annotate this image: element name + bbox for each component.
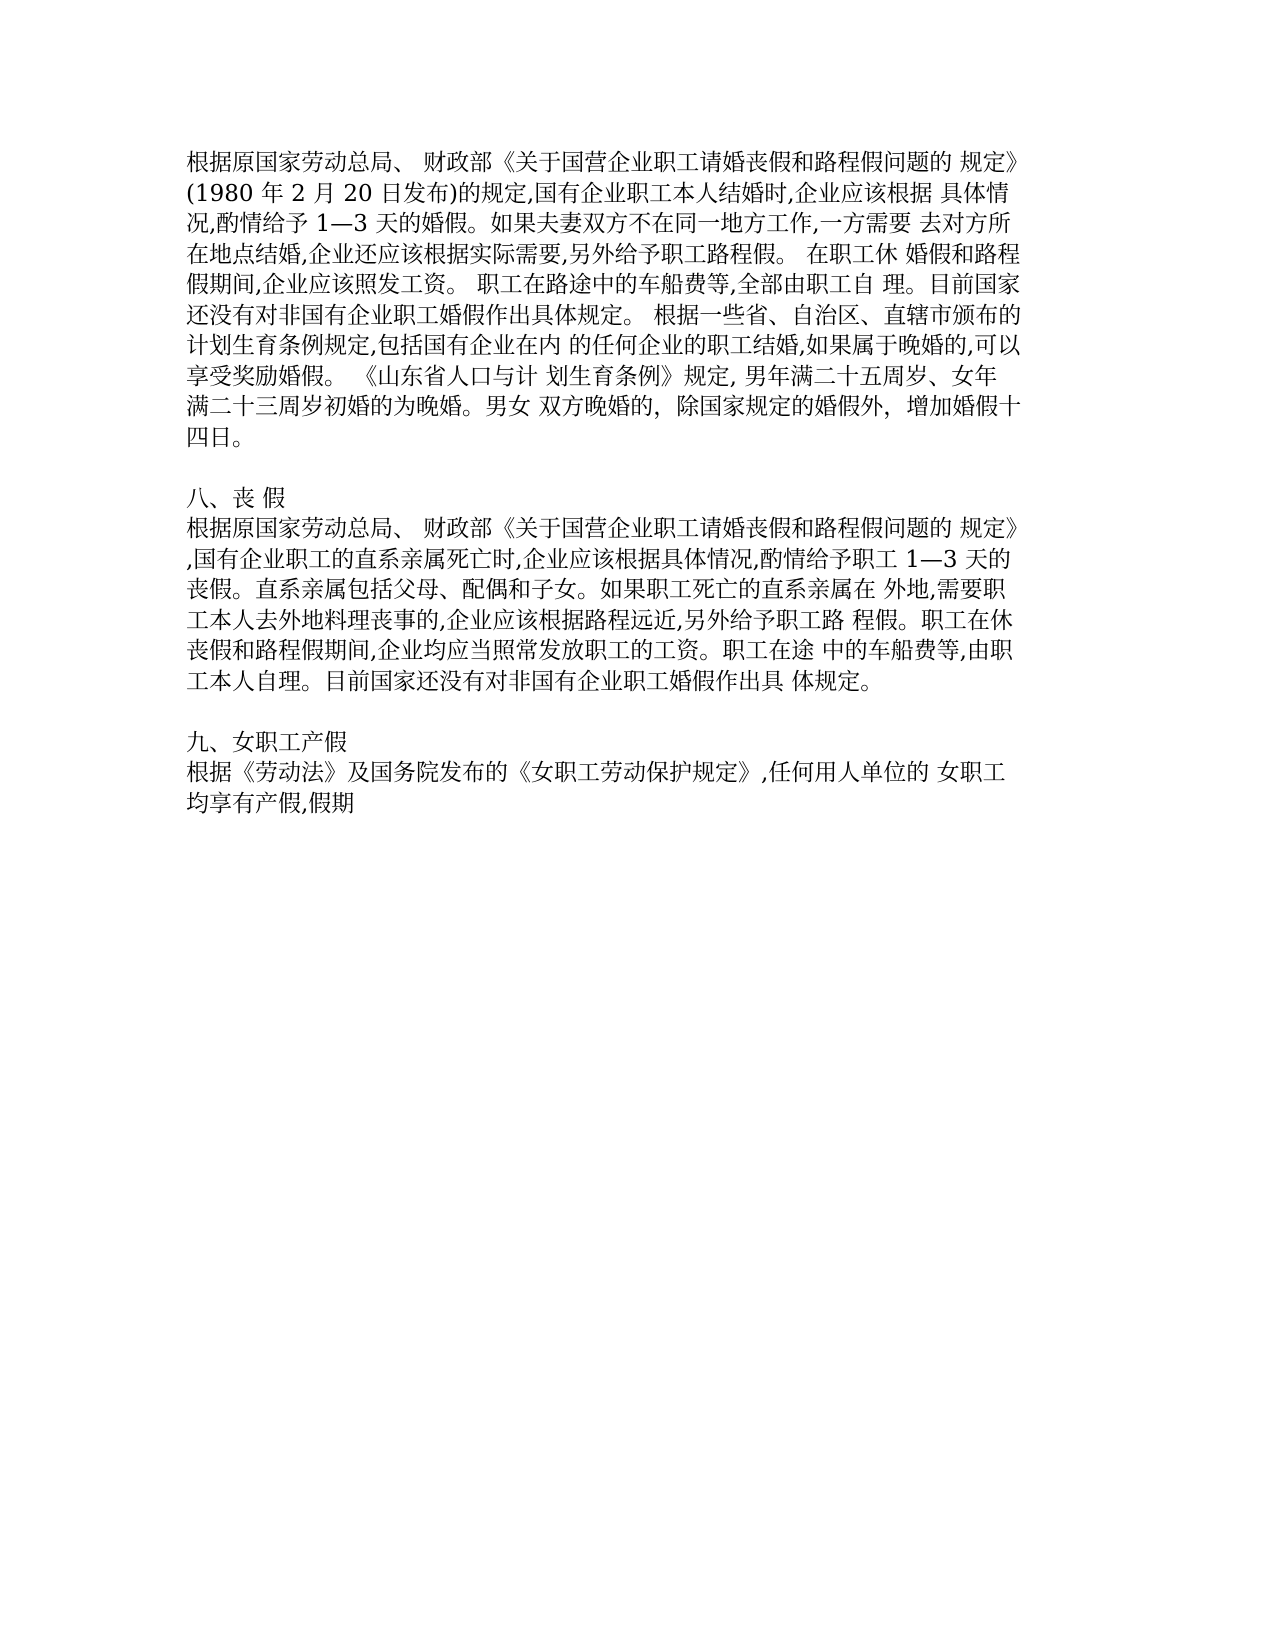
text-line: 在地点结婚,企业还应该根据实际需要,另外给予职工路程假。 在职工休 婚假和路程 <box>186 241 1021 268</box>
marriage-leave-paragraph <box>186 148 1086 453</box>
text-line: 工本人自理。目前国家还没有对非国有企业职工婚假作出具 体规定。 <box>186 668 884 695</box>
section-heading-maternity-leave: 九、女职工产假 <box>186 729 347 756</box>
paragraph-spacer <box>186 697 1086 728</box>
text-line: ,国有企业职工的直系亲属死亡时,企业应该根据具体情况,酌情给予职工 1—3 天的 <box>186 546 1011 573</box>
text-line: 工本人去外地料理丧事的,企业应该根据路程远近,另外给予职工路 程假。职工在休 <box>186 607 1013 634</box>
text-line: 假期间,企业应该照发工资。 职工在路途中的车船费等,全部由职工自 理。目前国家 <box>186 272 1021 298</box>
section-heading-funeral-leave: 八、丧 假 <box>186 485 286 512</box>
text-line: 根据《劳动法》及国务院发布的《女职工劳动保护规定》,任何用人单位的 女职工 <box>186 760 1006 786</box>
text-line: 计划生育条例规定,包括国有企业在内 的任何企业的职工结婚,如果属于晚婚的,可以 <box>186 333 1021 359</box>
text-line: 均享有产假,假期 <box>186 790 355 817</box>
text-line: (1980 年 2 月 20 日发布)的规定,国有企业职工本人结婚时,企业应该根据 具体情 <box>186 180 1009 207</box>
text-line: 根据原国家劳动总局、 财政部《关于国营企业职工请婚丧假和路程假问题的 规定》 <box>186 516 1029 542</box>
paragraph-spacer <box>186 453 1086 484</box>
text-line: 还没有对非国有企业职工婚假作出具体规定。 根据一些省、自治区、直辖市颁布的 <box>186 302 1022 329</box>
text-line: 况,酌情给予 1—3 天的婚假。如果夫妻双方不在同一地方工作,一方需要 去对方所 <box>186 211 1011 237</box>
text-line: 满二十三周岁初婚的为晚婚。男女 双方晚婚的，除国家规定的婚假外，增加婚假十 <box>186 394 1022 420</box>
document-body <box>186 148 1086 819</box>
funeral-leave-paragraph <box>186 514 1086 697</box>
text-line: 根据原国家劳动总局、 财政部《关于国营企业职工请婚丧假和路程假问题的 规定》 <box>186 150 1029 176</box>
text-line: 享受奖励婚假。 《山东省人口与计 划生育条例》规定, 男年满二十五周岁、女年 <box>186 363 998 390</box>
maternity-leave-paragraph <box>186 758 1086 819</box>
text-line: 丧假和路程假期间,企业均应当照常发放职工的工资。职工在途 中的车船费等,由职 <box>186 638 1013 664</box>
text-line: 丧假。直系亲属包括父母、配偶和子女。如果职工死亡的直系亲属在 外地,需要职 <box>186 577 1006 603</box>
text-line: 四日。 <box>186 424 255 451</box>
